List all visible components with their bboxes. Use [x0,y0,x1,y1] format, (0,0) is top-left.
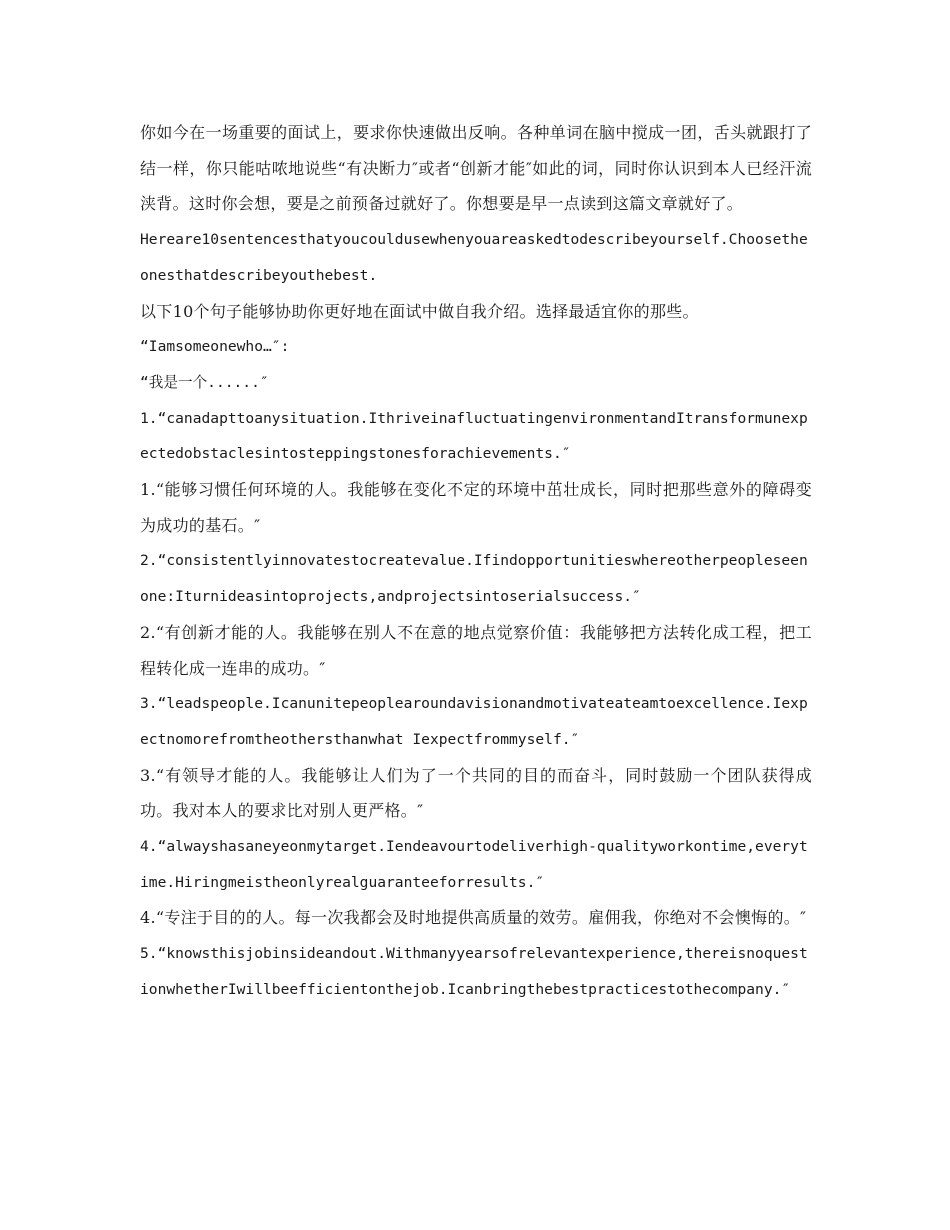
intro-paragraph: 你如今在一场重要的面试上，要求你快速做出反响。各种单词在脑中搅成一团，舌头就跟打了结一样，你只能咕哝地说些“有决断力″或者“创新才能″如此的词，同时你认识到本人已经汗流浃背。这时你会想，要是之前预备过就好了。你想要是早一点读到这篇文章就好了。 [140,123,812,214]
sentence-3-english: 3.“leadspeople.Icanunitepeoplearoundavisionandmotivateateamtoexcellence.Iexpectnomorefromtheothersthanwhat Iexpectfrommyself.″ [140,695,808,748]
sentence-2-english: 2.“consistentlyinnovatestocreatevalue.Ifindopportunitieswhereotherpeopleseenone:Iturnideasintoprojects,andprojectsintoserialsuccess.″ [140,552,808,606]
document-body [140,115,812,1008]
sentence-4-english: 4.“alwayshasaneyeonmytarget.Iendeavourtodeliverhigh-qualityworkontime,everytime.Hiringmeistheonlyrealguaranteeforresults.″ [140,838,808,891]
sentence-4-chinese: 4.“专注于目的的人。每一次我都会及时地提供高质量的效劳。雇佣我，你绝对不会懊悔的。″ [140,908,807,928]
sentence-5-english: 5.“knowsthisjobinsideandout.Withmanyyearsofrelevantexperience,thereisnoquestionwhetherIwillbeefficientonthejob.Icanbringthebestpracticestothecompany.″ [140,945,808,998]
sentence-1-english: 1.“canadapttoanysituation.IthriveinafluctuatingenvironmentandItransformunexpectedobstaclesintosteppingstonesforachievements.″ [140,409,808,463]
sentence-2-chinese: 2.“有创新才能的人。我能够在别人不在意的地点觉察价值：我能够把方法转化成工程，把工程转化成一连串的成功。″ [140,622,812,678]
chinese-prompt-line: “我是一个......″ [140,373,269,391]
chinese-intro-paragraph: 以下10个句子能够协助你更好地在面试中做自我介绍。选择最适宜你的那些。 [140,301,699,321]
sentence-1-chinese: 1.“能够习惯任何环境的人。我能够在变化不定的环境中茁壮成长，同时把那些意外的障碍变为成功的基石。″ [140,480,812,535]
english-intro-paragraph: Hereare10sentencesthatyoucouldusewhenyouareaskedtodescribeyourself.Choosetheonesthatdescribeyouthebest. [140,231,808,284]
sentence-3-chinese: 3.“有领导才能的人。我能够让人们为了一个共同的目的而奋斗，同时鼓励一个团队获得成功。我对本人的要求比对别人更严格。″ [140,765,812,821]
english-prompt-line: “Iamsomeonewho…″: [140,338,290,356]
